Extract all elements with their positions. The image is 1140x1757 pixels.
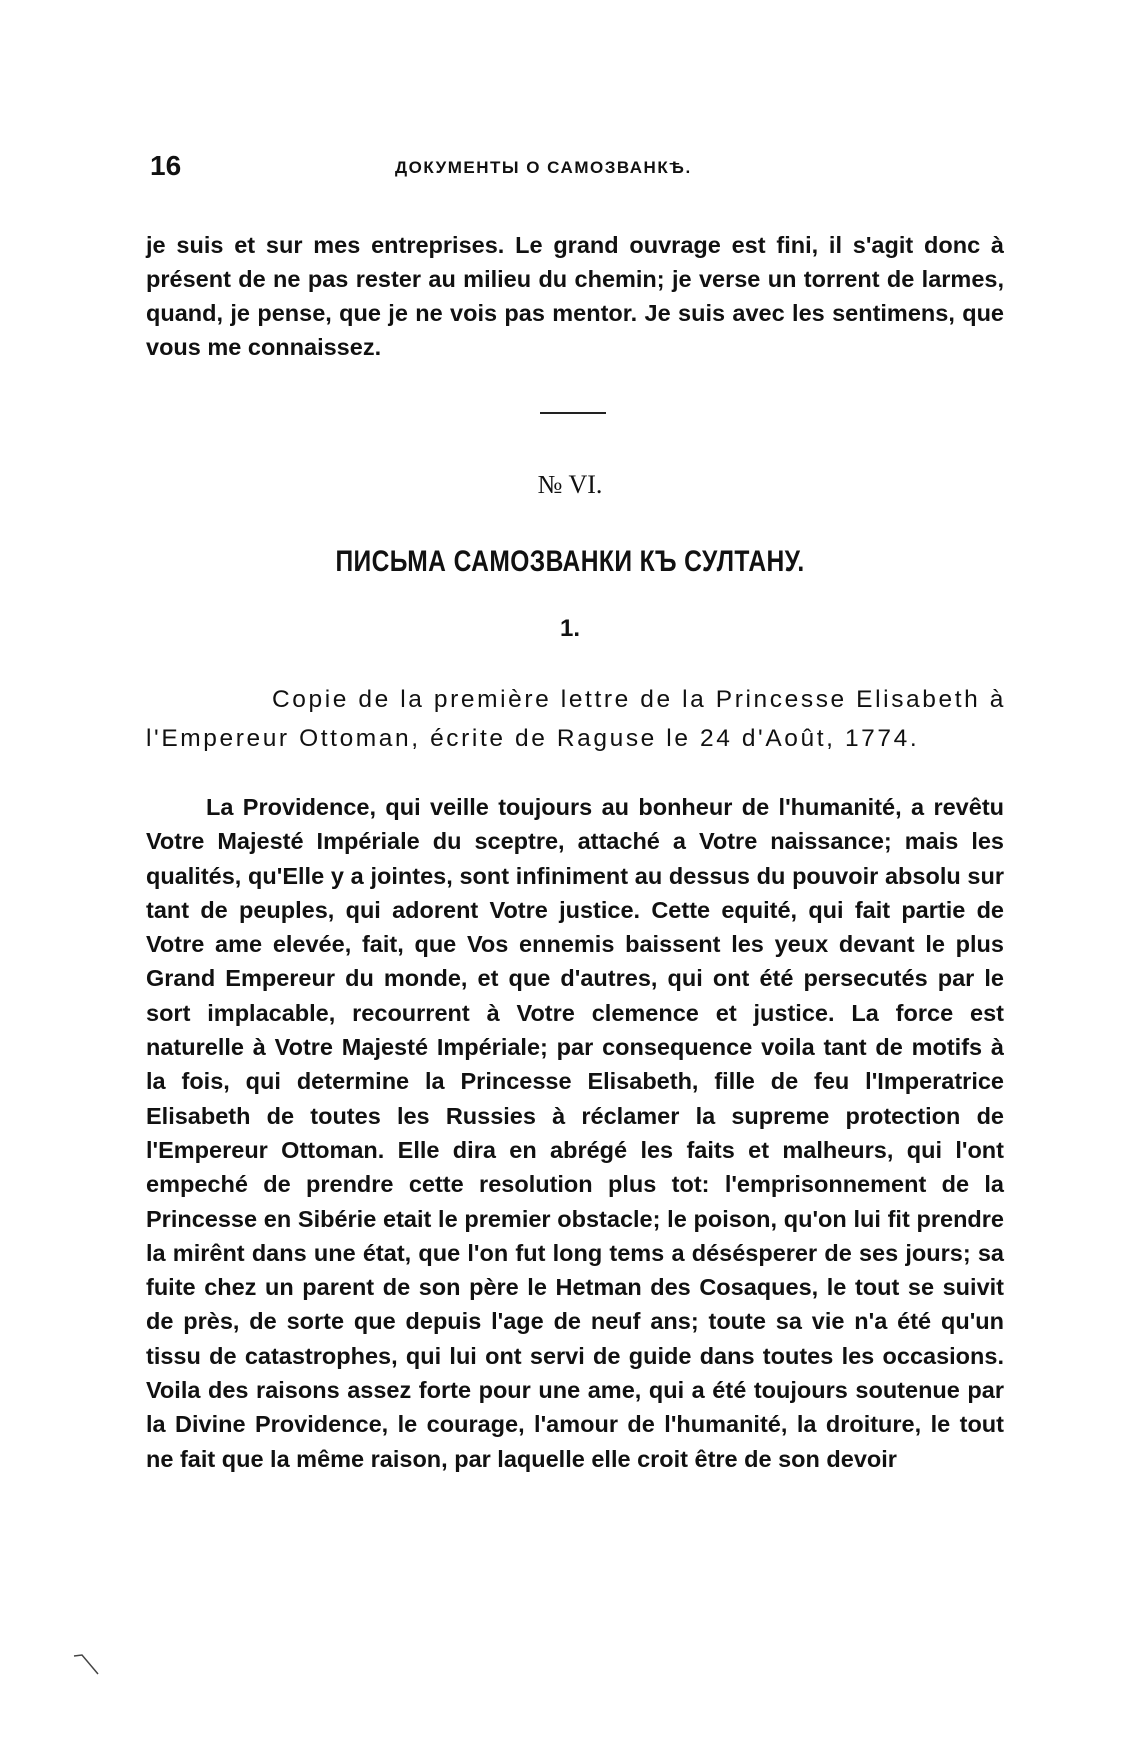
letter-heading-line-2: l'Empereur Ottoman, écrite de Raguse le 24 d'Août, 1774.: [146, 725, 920, 752]
margin-pen-mark: [72, 1652, 102, 1682]
letter-body: La Providence, qui veille toujours au bonheur de l'humanité, a revêtu Votre Majesté Impériale du sceptre, attaché a Votre naissance; mais les qualités, qu'Elle y a jointes, sont infiniment au dessus du pouvoir absolu sur tant de peuples, qui adorent Votre justice. Cette equité, qui fait partie de Votre ame elevée, fait, que Vos ennemis baissent les yeux devant le plus Grand Empereur du monde, et que d'autres, qui ont été persecutés par le sort implacable, recourrent à Votre clemence et justice. La force est naturelle à Votre Majesté Impériale; par consequence voila tant de motifs à la fois, qui determine la Princesse Elisabeth, fille de feu l'Imperatrice Elisabeth de toutes les Russies à réclamer la supreme protection de l'Empereur Ottoman. Elle dira en abrégé les faits et malheurs, qui l'ont empeché de prendre cette resolution plus tot: l'emprisonnement de la Princesse en Sibérie etait le premier obstacle; le poison, qu'on lui fit prendre la mirênt dans une état, que l'on fut long tems a désésperer de ses jours; sa fuite chez un parent de son père le Hetman des Cosaques, le tout se suivit de près, de sorte que depuis l'age de neuf ans; toute sa vie n'a été qu'un tissu de catastrophes, qui lui ont servi de guide dans toutes les occasions. Voila des raisons assez forte pour une ame, qui a été toujours soutenue par la Divine Providence, le courage, l'amour de l'humanité, la droiture, le tout ne fait que la même raison, par laquelle elle croit être de son devoir: [146, 794, 1004, 1472]
letter-heading: [146, 680, 1006, 758]
letter-heading-line-1: Copie de la première lettre de la Princesse Elisabeth à: [271, 686, 1006, 713]
running-title: ДОКУМЕНТЫ О САМОЗВАНКѢ.: [395, 158, 692, 177]
continuation-paragraph: je suis et sur mes entreprises. Le grand ouvrage est fini, il s'agit donc à présent de ne pas rester au milieu du chemin; je verse un torrent de larmes, quand, je pense, que je ne vois pas mentor. Je suis avec les sentimens, que vous me connaissez.: [146, 232, 1004, 360]
letter-number: 1.: [559, 615, 580, 642]
section-title: ПИСЬМА САМОЗВАНКИ КЪ СУЛТАНУ.: [335, 545, 805, 578]
document-number: № VI.: [537, 470, 603, 499]
section-divider: [540, 412, 606, 414]
page-number: 16: [150, 150, 182, 181]
page-header: [150, 150, 1010, 190]
